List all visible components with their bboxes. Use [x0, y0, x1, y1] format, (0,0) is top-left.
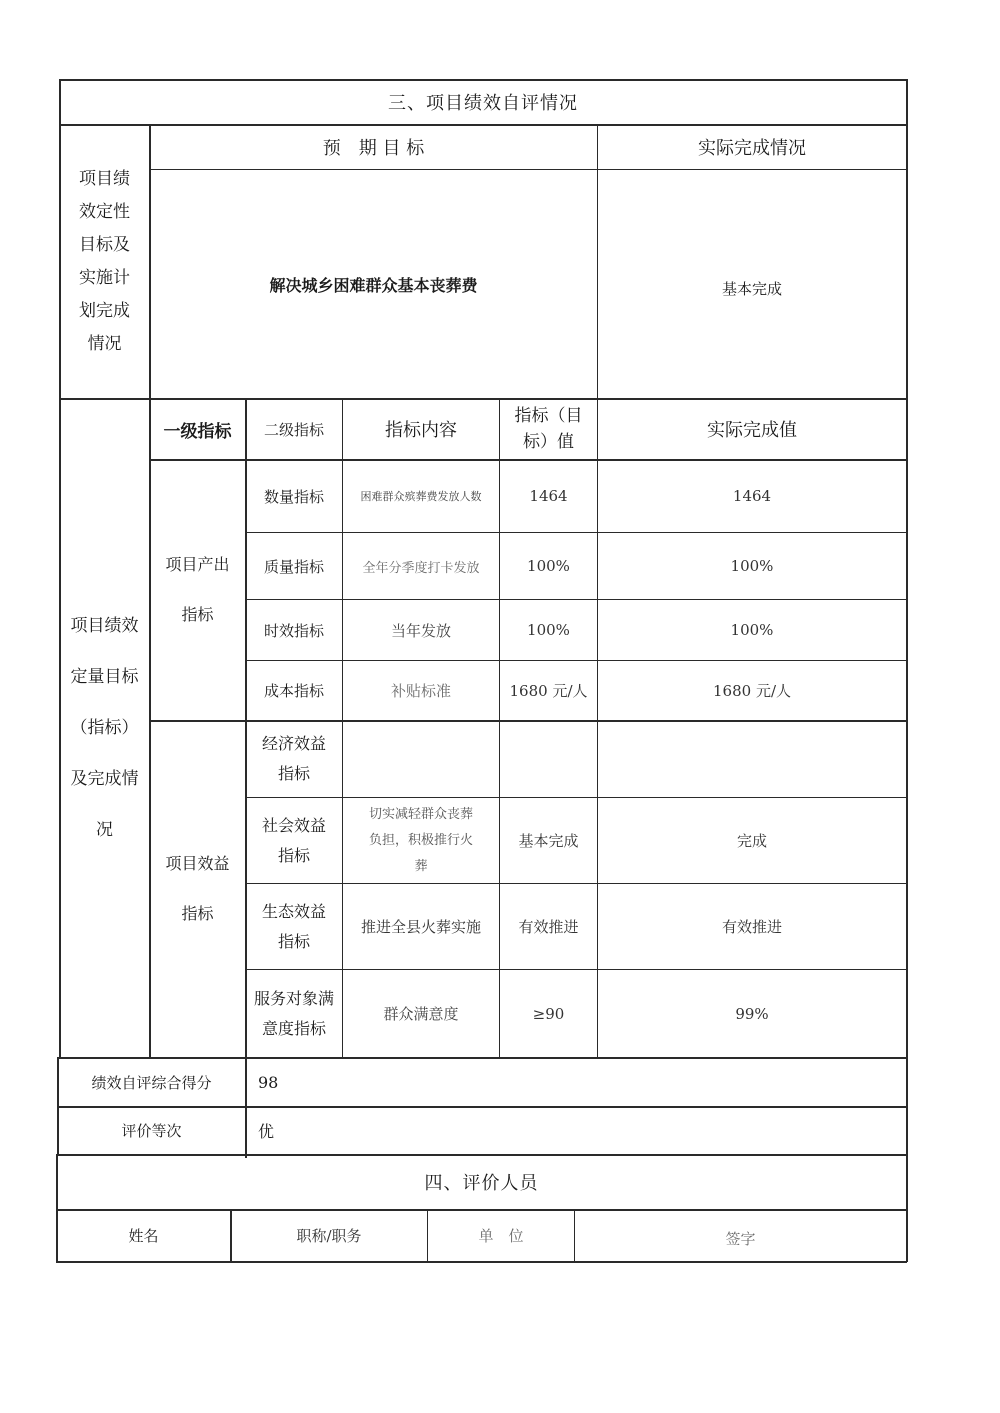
row-actual: 完成	[736, 832, 767, 850]
row-content: 困难群众殡葬费发放人数	[360, 490, 482, 503]
section3-title: 三、项目绩效自评情况	[388, 93, 578, 114]
actual-status-header: 实际完成情况	[698, 138, 806, 159]
row-content: 全年分季度打卡发放	[362, 560, 480, 576]
expected-goal: 解决城乡困难群众基本丧葬费	[269, 275, 478, 295]
benefit-group-cell	[150, 721, 245, 1057]
row-target: 有效推进	[518, 918, 579, 936]
row-level2: 数量指标	[263, 487, 324, 506]
row-target	[500, 721, 597, 797]
grade-label: 评价等次	[121, 1122, 182, 1140]
row-level2-cell	[246, 798, 342, 883]
row-target: 基本完成	[518, 832, 579, 850]
row-actual: 1464	[732, 487, 772, 505]
row-content: 切实减轻群众丧葬负担，积极推行火葬	[368, 806, 473, 874]
col-name-header: 姓名	[128, 1227, 159, 1245]
row-level2: 质量指标	[263, 557, 324, 576]
row-content: 群众满意度	[383, 1005, 459, 1023]
output-group-label: 项目产出指标	[165, 555, 230, 624]
col-target-header: 指标（目标）值	[514, 406, 583, 452]
col-unit-header: 单 位	[478, 1227, 524, 1245]
row-level2: 社会效益指标	[261, 815, 326, 865]
row-actual: 100%	[730, 621, 774, 639]
row-actual: 99%	[735, 1004, 769, 1023]
quant-side-label: 项目绩效定量目标（指标）及完成情况	[70, 615, 139, 840]
actual-status: 基本完成	[721, 279, 782, 298]
row-content	[343, 721, 499, 797]
row-content-cell	[343, 798, 499, 883]
section4-title: 四、评价人员	[424, 1173, 539, 1194]
col-actual-header: 实际完成值	[707, 420, 797, 441]
row-actual: 1680 元/人	[713, 682, 791, 700]
row-target: 1680 元/人	[509, 682, 588, 700]
expected-goal-header: 预 期 目 标	[322, 138, 425, 159]
row-target: 100%	[527, 557, 570, 575]
row-level2-cell	[246, 884, 342, 969]
quant-side-cell	[60, 399, 149, 1057]
row-content: 补贴标准	[390, 682, 451, 700]
row-level2: 生态效益指标	[261, 901, 326, 951]
output-group-cell	[150, 460, 245, 720]
row-target: ≥90	[532, 1004, 565, 1023]
row-level2: 经济效益指标	[261, 734, 326, 783]
row-content: 当年发放	[390, 621, 451, 640]
col-content-header: 指标内容	[385, 420, 457, 441]
goal-side-cell	[60, 125, 149, 398]
grade-value: 优	[258, 1122, 275, 1141]
row-actual: 100%	[730, 557, 774, 575]
row-target: 1464	[529, 487, 568, 505]
row-target: 100%	[527, 621, 570, 639]
score-label: 绩效自评综合得分	[91, 1073, 212, 1092]
col-level2-header: 二级指标	[263, 420, 324, 439]
score-value: 98	[258, 1072, 279, 1092]
goal-side-label: 项目绩效定性目标及实施计划完成情况	[79, 168, 130, 354]
rule-right	[906, 79, 908, 1262]
col-signature-header: 签字	[725, 1229, 756, 1248]
row-level2: 时效指标	[263, 621, 324, 640]
row-actual	[598, 721, 906, 797]
row-content: 推进全县火葬实施	[360, 918, 481, 936]
row-level2-cell	[246, 970, 342, 1057]
row-level2: 成本指标	[263, 682, 324, 700]
row-level2: 服务对象满意度指标	[254, 988, 335, 1038]
benefit-group-label: 项目效益指标	[165, 854, 230, 923]
row-level2-cell	[246, 721, 342, 797]
col-level1-header: 一级指标	[163, 421, 232, 442]
row-actual: 有效推进	[721, 918, 782, 936]
col-title-header: 职称/职务	[296, 1227, 362, 1245]
